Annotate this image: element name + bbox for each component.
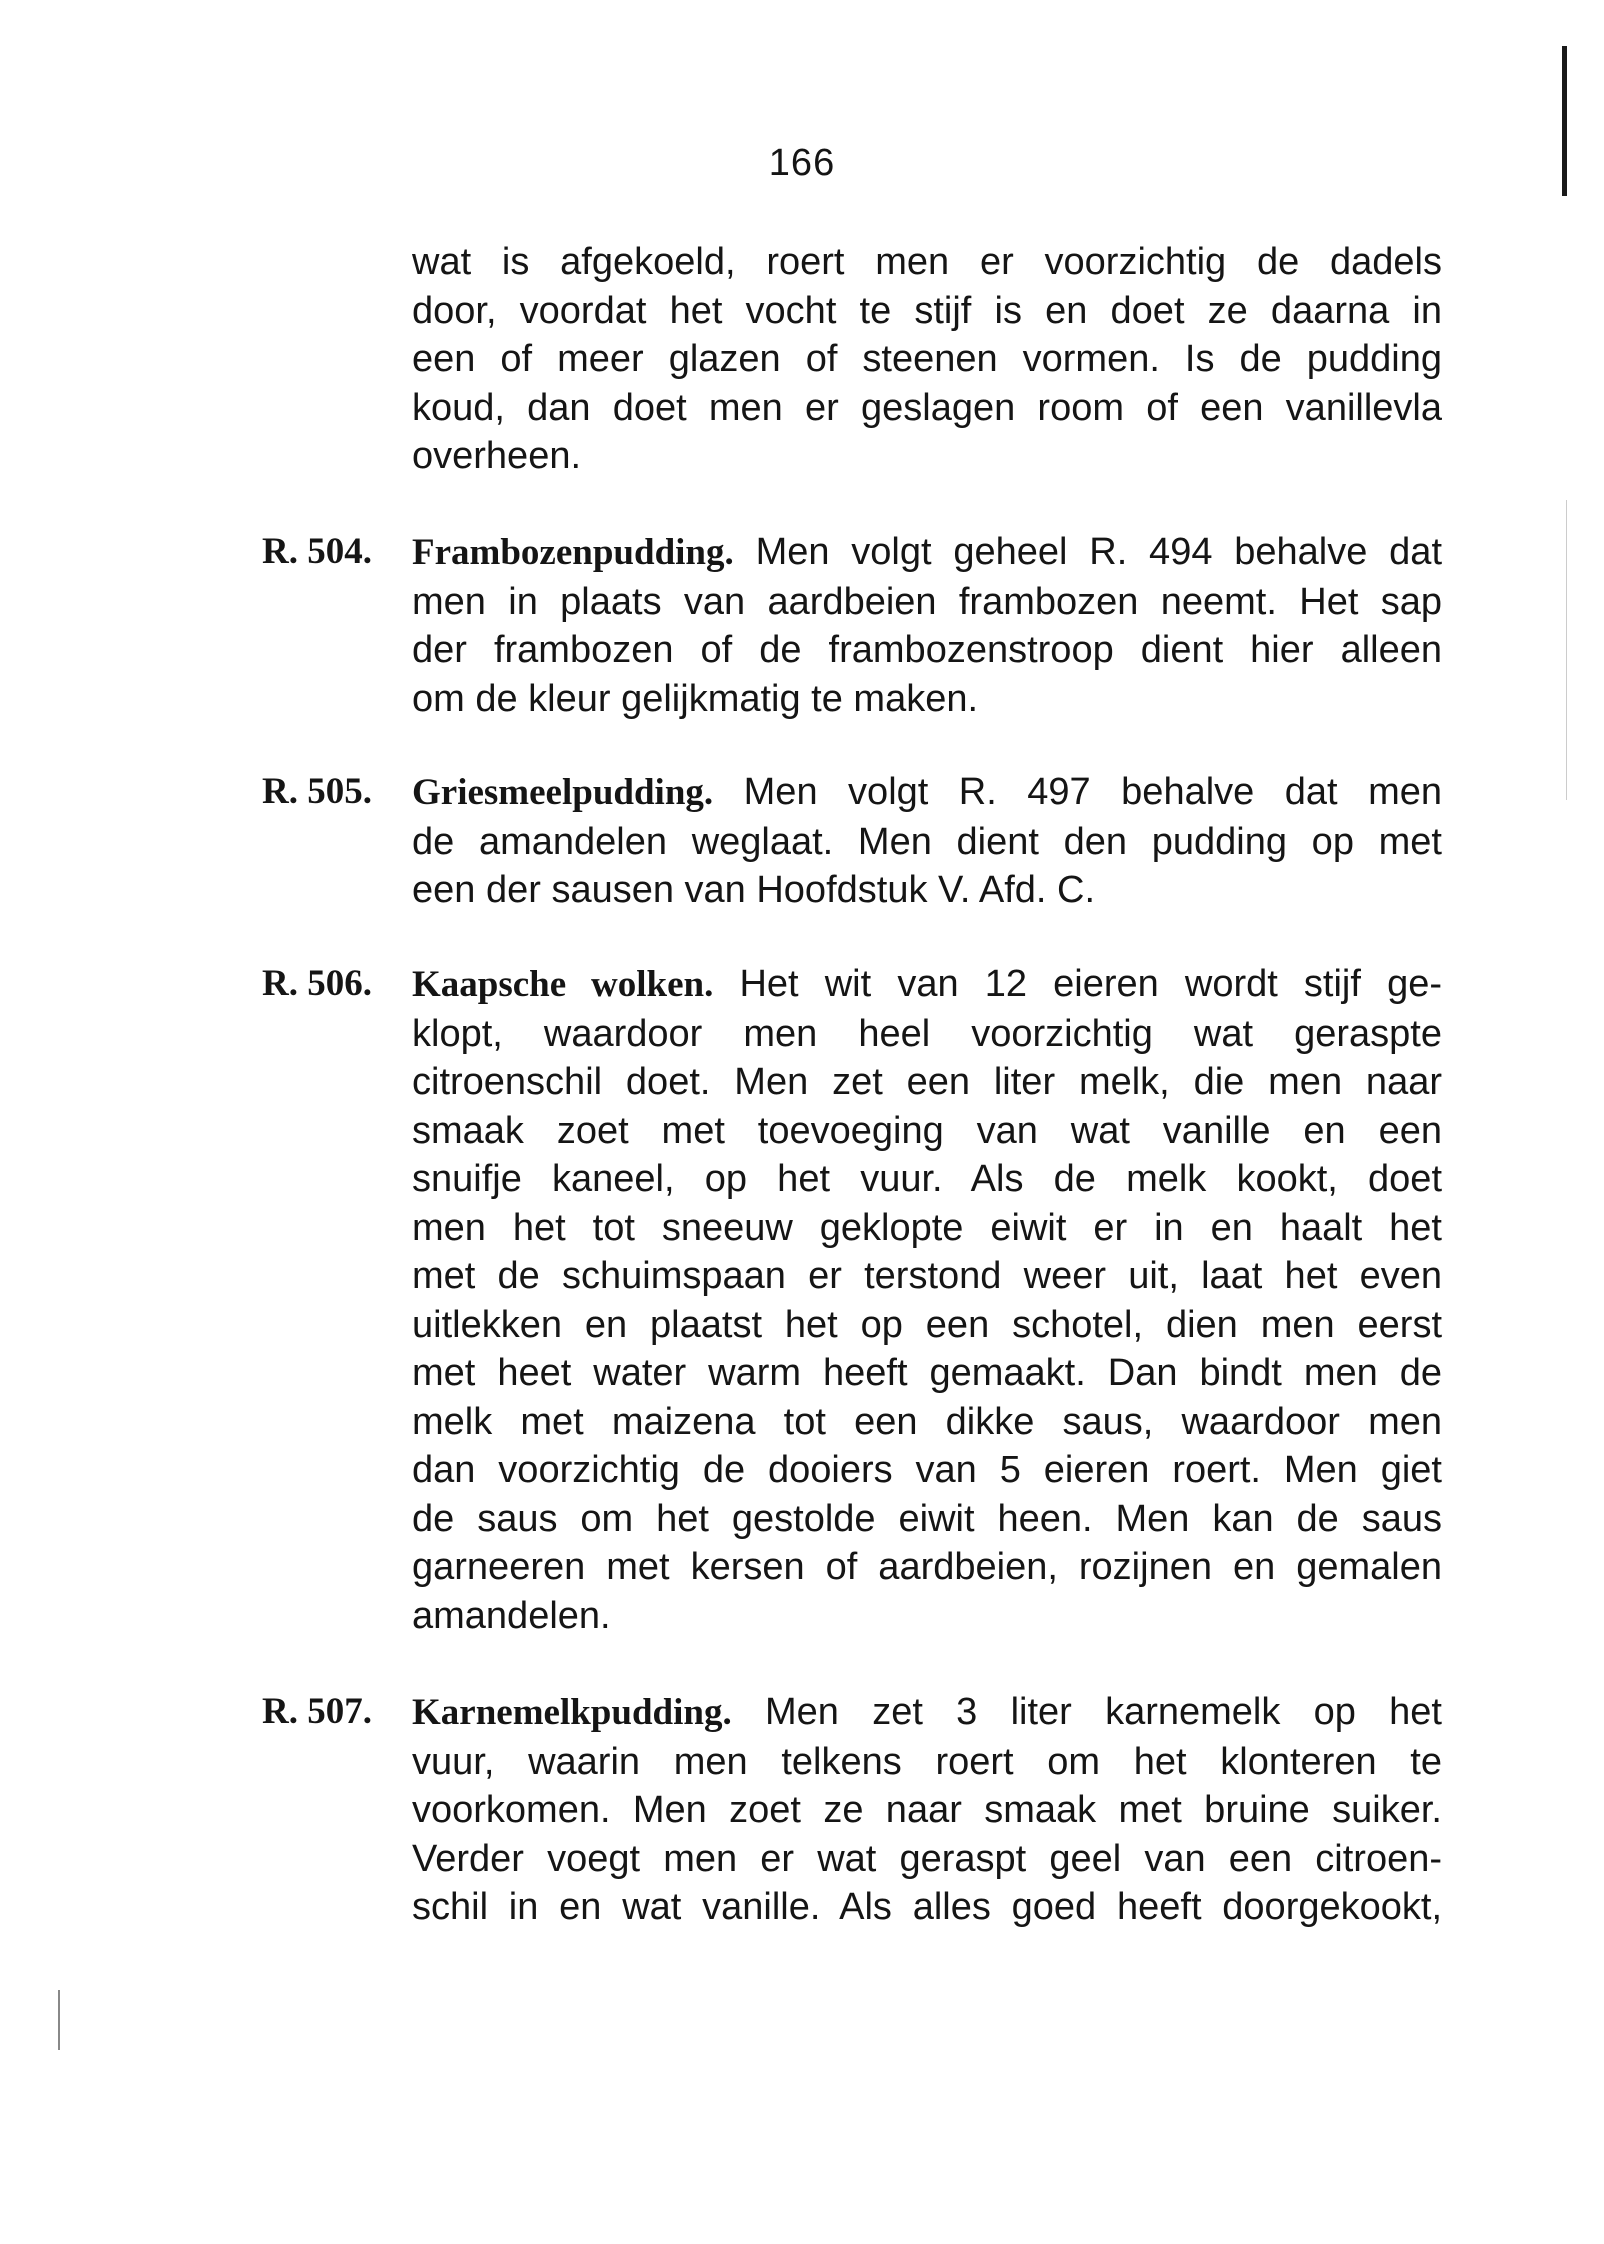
text-line: om de kleur gelijkmatig te maken. — [412, 677, 979, 720]
recipe-506 — [262, 960, 1442, 1640]
recipe-body — [412, 960, 1442, 1640]
intro-paragraph — [412, 238, 1442, 481]
text-line: smaak zoet met toevoeging van wat vanille en een — [412, 1109, 1442, 1152]
recipe-body — [412, 768, 1442, 915]
text-line: overheen. — [412, 435, 582, 477]
text-line: schil in en wat vanille. Als alles goed heeft doorgekookt, — [412, 1886, 1442, 1928]
text-line: Verder voegt men er wat geraspt geel van een citroen- — [412, 1837, 1442, 1880]
text-line: snuifje kaneel, op het vuur. Als de melk kookt, doet — [412, 1158, 1442, 1200]
recipe-title: Karnemelkpudding. — [412, 1692, 732, 1733]
text-line: met heet water warm heeft gemaakt. Dan bindt men de — [412, 1352, 1442, 1394]
text-line: de saus om het gestolde eiwit heen. Men kan de saus — [412, 1497, 1442, 1540]
text-line: een of meer glazen of steenen vormen. Is de pudding — [412, 338, 1442, 380]
text-line: door, voordat het vocht te stijf is en doet ze daarna in — [412, 289, 1442, 332]
text-line: een der sausen van Hoofdstuk V. Afd. C. — [412, 869, 1096, 911]
text-line: met de schuimspaan er terstond weer uit, laat het even — [412, 1255, 1442, 1297]
text-line: garneeren met kersen of aardbeien, rozijnen en gemalen — [412, 1546, 1442, 1588]
recipe-505 — [262, 768, 1442, 915]
text-line: wat is afgekoeld, roert men er voorzichtig de dadels — [412, 241, 1442, 283]
recipe-title: Griesmeelpudding. — [412, 772, 714, 813]
recipe-title: Frambozenpudding. — [412, 532, 734, 573]
recipe-number: R. 504. — [262, 531, 372, 572]
text-line: amandelen. — [412, 1594, 611, 1637]
text-line: der frambozen of de frambozenstroop dient hier alleen — [412, 629, 1442, 671]
text-line: men het tot sneeuw geklopte eiwit er in en haalt het — [412, 1206, 1442, 1249]
recipe-507 — [262, 1688, 1442, 1932]
text-line: de amandelen weglaat. Men dient den pudding op met — [412, 820, 1442, 863]
scan-speck — [1566, 500, 1567, 800]
text-line: voorkomen. Men zoet ze naar smaak met bruine suiker. — [412, 1789, 1442, 1831]
text-line: klopt, waardoor men heel voorzichtig wat geraspte — [412, 1012, 1442, 1055]
recipe-first-line — [412, 528, 1442, 578]
recipe-first-line-text: Men zet 3 liter karnemelk op het — [731, 1691, 1442, 1733]
text-line: vuur, waarin men telkens roert om het klonteren te — [412, 1740, 1442, 1783]
recipe-first-line-text: Het wit van 12 eieren wordt stijf ge- — [713, 963, 1442, 1005]
text-line: men in plaats van aardbeien frambozen neemt. Het sap — [412, 580, 1442, 623]
scan-speck — [58, 1990, 60, 2050]
recipe-body — [412, 528, 1442, 723]
recipe-body — [412, 1688, 1442, 1932]
recipe-number: R. 505. — [262, 771, 372, 812]
recipe-first-line-text: Men volgt R. 497 behalve dat men — [713, 771, 1442, 813]
recipe-first-line — [412, 960, 1442, 1010]
page-number: 166 — [768, 142, 836, 184]
recipe-title: Kaapsche wolken. — [412, 964, 714, 1005]
text-line: citroenschil doet. Men zet een liter melk, die men naar — [412, 1061, 1442, 1103]
recipe-number: R. 507. — [262, 1691, 372, 1732]
text-line: koud, dan doet men er geslagen room of een vanillevla — [412, 386, 1442, 429]
recipe-number: R. 506. — [262, 963, 372, 1004]
recipe-first-line — [412, 1688, 1442, 1738]
recipe-first-line — [412, 768, 1442, 818]
text-line: uitlekken en plaatst het op een schotel, dien men eerst — [412, 1303, 1442, 1346]
text-line: dan voorzichtig de dooiers van 5 eieren roert. Men giet — [412, 1449, 1442, 1491]
text-line: melk met maizena tot een dikke saus, waardoor men — [412, 1400, 1442, 1443]
recipe-first-line-text: Men volgt geheel R. 494 behalve dat — [733, 531, 1442, 573]
recipe-504 — [262, 528, 1442, 723]
